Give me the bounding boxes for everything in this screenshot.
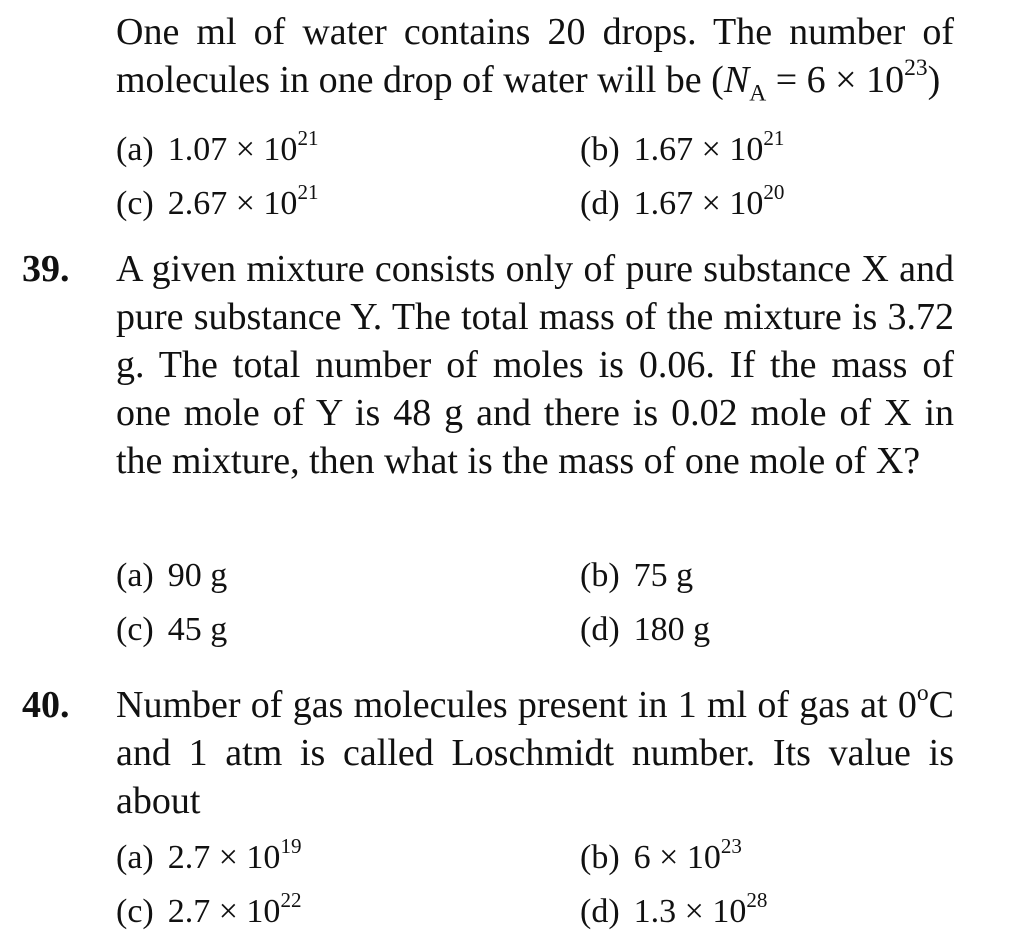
question-number: 40. — [22, 684, 70, 726]
question-text-part: One ml of water contains 20 drops. The number of molecules in one drop of water will be ( — [116, 11, 954, 101]
option-c[interactable] — [116, 179, 319, 224]
question-text: A given mixture consists only of pure substance X and pure substance Y. The total mass of the mixture is 3.72 g. The total number of moles is 0.06. If the mass of one mole of Y is 48 g and there is 0.02 mole of X in the mixture, then what is the mass of one mole of X? — [116, 248, 954, 482]
question-text-part: = 6 × 10 — [766, 59, 905, 101]
option-c[interactable] — [116, 610, 227, 650]
question-number: 39. — [22, 248, 70, 290]
question-text — [116, 8, 954, 107]
option-value: 1.3 × 10 — [633, 893, 747, 930]
option-value: 90 g — [167, 557, 228, 594]
option-value: 45 g — [167, 611, 228, 648]
option-label: (c) — [116, 611, 154, 648]
option-exponent: 20 — [763, 179, 785, 204]
option-b[interactable] — [580, 833, 742, 878]
degree-symbol: o — [916, 679, 929, 706]
option-value: 180 g — [633, 611, 711, 648]
option-label: (b) — [580, 839, 620, 876]
option-a[interactable] — [116, 833, 302, 878]
option-exponent: 23 — [720, 833, 742, 858]
option-value: 6 × 10 — [633, 839, 721, 876]
option-value: 1.07 × 10 — [167, 131, 298, 168]
option-label: (d) — [580, 611, 620, 648]
option-value: 1.67 × 10 — [633, 131, 764, 168]
option-d[interactable] — [580, 179, 785, 224]
avogadro-symbol: N — [723, 59, 750, 101]
question-text-part: Number of gas molecules present in 1 ml of gas at 0 — [116, 684, 917, 726]
option-label: (a) — [116, 131, 154, 168]
option-label: (c) — [116, 185, 154, 222]
option-exponent: 21 — [297, 179, 319, 204]
avogadro-subscript: A — [749, 80, 767, 107]
option-label: (c) — [116, 893, 154, 930]
option-c[interactable] — [116, 887, 302, 932]
option-value: 1.67 × 10 — [633, 185, 764, 222]
option-a[interactable] — [116, 556, 227, 596]
option-value: 2.7 × 10 — [167, 893, 281, 930]
option-b[interactable] — [580, 556, 693, 596]
question-text — [116, 681, 954, 825]
option-a[interactable] — [116, 125, 319, 170]
question-text-part: C and 1 atm is called Loschmidt number. Its value is about — [116, 684, 954, 822]
option-d[interactable] — [580, 610, 710, 650]
option-label: (b) — [580, 131, 620, 168]
option-value: 2.7 × 10 — [167, 839, 281, 876]
option-exponent: 21 — [297, 125, 319, 150]
option-label: (d) — [580, 185, 620, 222]
option-exponent: 22 — [280, 887, 302, 912]
option-value: 75 g — [633, 557, 694, 594]
option-label: (a) — [116, 839, 154, 876]
option-value: 2.67 × 10 — [167, 185, 298, 222]
exponent: 23 — [904, 54, 928, 81]
option-d[interactable] — [580, 887, 768, 932]
option-b[interactable] — [580, 125, 785, 170]
option-label: (a) — [116, 557, 154, 594]
option-label: (d) — [580, 893, 620, 930]
option-exponent: 28 — [746, 887, 768, 912]
option-exponent: 21 — [763, 125, 785, 150]
question-text-part: ) — [927, 59, 941, 101]
option-exponent: 19 — [280, 833, 302, 858]
option-label: (b) — [580, 557, 620, 594]
